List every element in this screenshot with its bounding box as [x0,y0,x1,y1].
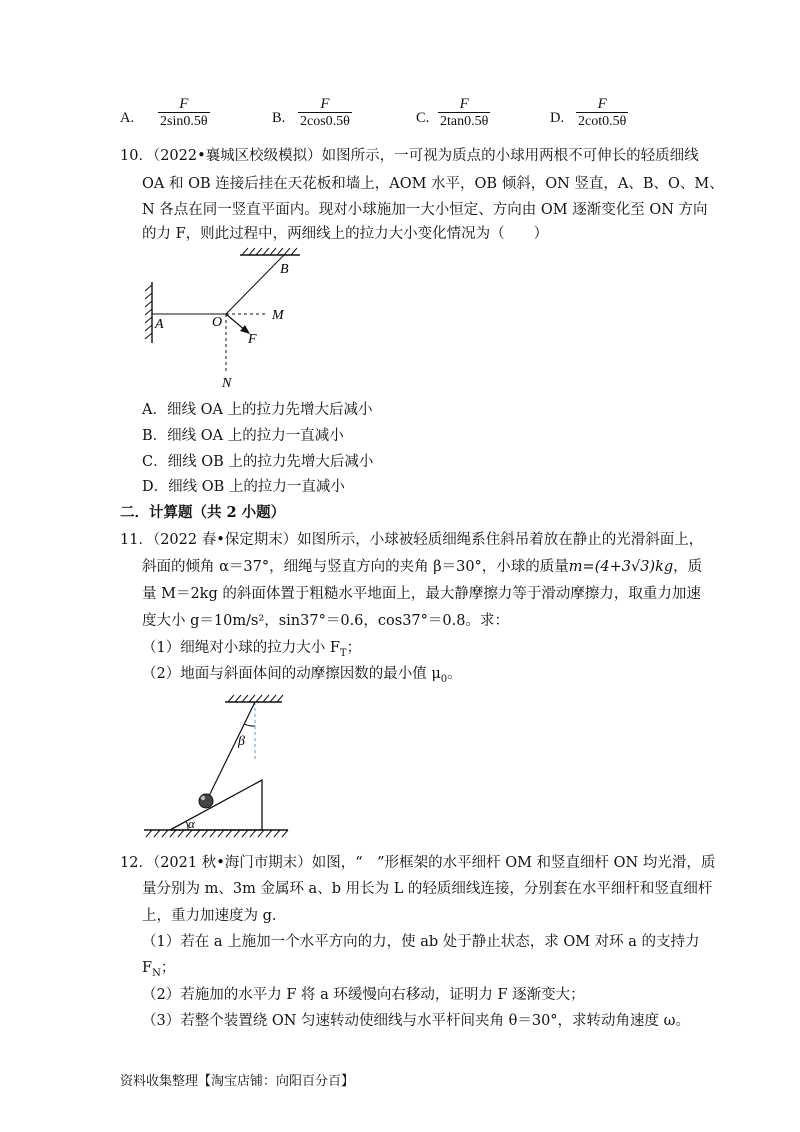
q11-string [208,702,255,798]
q9-a-numerator: F [179,96,189,112]
q12-line-1: 12．（2021 秋•海门市期末）如图，“ ”形框架的水平细杆 OM 和竖直细杆 ON 均光滑，质 [120,855,716,871]
q11-label-beta: β [238,734,245,749]
q11-ball-highlight [201,796,205,800]
q11-beta-arc [244,724,255,726]
q9-c-denominator: 2tan0.5θ [440,114,489,129]
q11-ground-hatch [146,830,288,837]
q12-sub-1: （1）若在 a 上施加一个水平方向的力，使 ab 处于静止状态，求 OM 对环 a 的支持力 [142,934,700,950]
q10-line-3: N 各点在同一竖直平面内。现对小球施加一大小恒定、方向由 OM 逐渐变化至 ON 方向 [142,202,708,218]
q10-line-1: 10．（2022•襄城区校级模拟）如图所示，一可视为质点的小球用两根不可伸长的轻质细线 [120,148,699,164]
q11-label-alpha: α [188,816,195,831]
q10-label-n: N [222,376,232,391]
q11-ceiling-hatch [228,695,283,702]
q10-figure [140,245,310,395]
q12-sub-3: （3）若整个装置绕 ON 匀速转动使细线与水平杆间夹角 θ＝30°，求转动角速度 ω。 [142,1013,690,1029]
q10-option-c: C．细线 OB 上的拉力先增大后减小 [142,454,374,470]
q12-line-3: 上，重力加速度为 g. [142,908,277,924]
q10-option-a: A．细线 OA 上的拉力先增大后减小 [142,402,373,418]
q9-c-numerator: F [459,96,469,112]
q9-b-denominator: 2cos0.5θ [300,114,350,129]
q9-b-numerator: F [320,96,330,112]
q10-ceiling-hatch [242,248,297,255]
q10-line-4: 的力 F，则此过程中，两细线上的拉力大小变化情况为（ ） [142,226,549,242]
q11-line-4: 度大小 g＝10m/s²，sin37°＝0.6，cos37°＝0.8。求： [142,613,509,629]
q10-label-o: O [212,315,223,330]
footer-text: 资料收集整理【淘宝店铺：向阳百分百】 [120,1074,355,1089]
q10-wall-hatch [145,285,152,339]
q10-label-m: M [272,308,284,323]
q10-string-ob [226,255,284,314]
q10-line-2: OA 和 OB 连接后挂在天花板和墙上，AOM 水平，OB 倾斜，ON 竖直，A、B、O、M、 [142,176,724,192]
q11-line-1: 11．（2022 春•保定期末）如图所示，小球被轻质细绳系住斜吊着放在静止的光滑斜面上， [120,532,704,548]
q12-sub-2: （2）若施加的水平力 F 将 a 环缓慢向右移动，证明力 F 逐渐变大； [142,987,585,1003]
q10-option-d: D．细线 OB 上的拉力一直减小 [142,479,345,495]
q9-d-denominator: 2cot0.5θ [578,114,627,129]
q11-sub-2: （2）地面与斜面体间的动摩擦因数的最小值 $\mu_0$。 [142,666,462,685]
q9-a-denominator: 2sin0.5θ [160,114,208,129]
q11-incline [170,780,262,830]
q10-label-f: F [248,332,257,347]
q11-mass-formula: m=(4+3√3)kg [568,559,674,575]
q11-line-2: 斜面的倾角 α＝37°，细绳与竖直方向的夹角 β＝30°，小球的质量m=(4+3√3)kg，质 [142,559,703,575]
q10-label-a: A [155,317,164,332]
q12-line-2: 量分别为 m、3m 金属环 a、b 用长为 L 的轻质细线连接，分别套在水平细杆和竖直细杆 [142,881,713,897]
q11-figure [140,690,300,840]
q12-sub-1-cont: $F_N$； [142,960,176,979]
section-title: 二．计算题（共 2 小题） [120,504,286,521]
q10-label-b: B [280,262,289,277]
q11-sub-1: （1）细绳对小球的拉力大小 $F_T$； [142,640,362,659]
q11-ball [199,794,213,808]
q10-option-b: B．细线 OA 上的拉力一直减小 [142,428,344,444]
q9-d-numerator: F [597,96,607,112]
q11-line-3: 量 M＝2kg 的斜面体置于粗糙水平地面上，最大静摩擦力等于滑动摩擦力，取重力加速 [142,586,701,602]
